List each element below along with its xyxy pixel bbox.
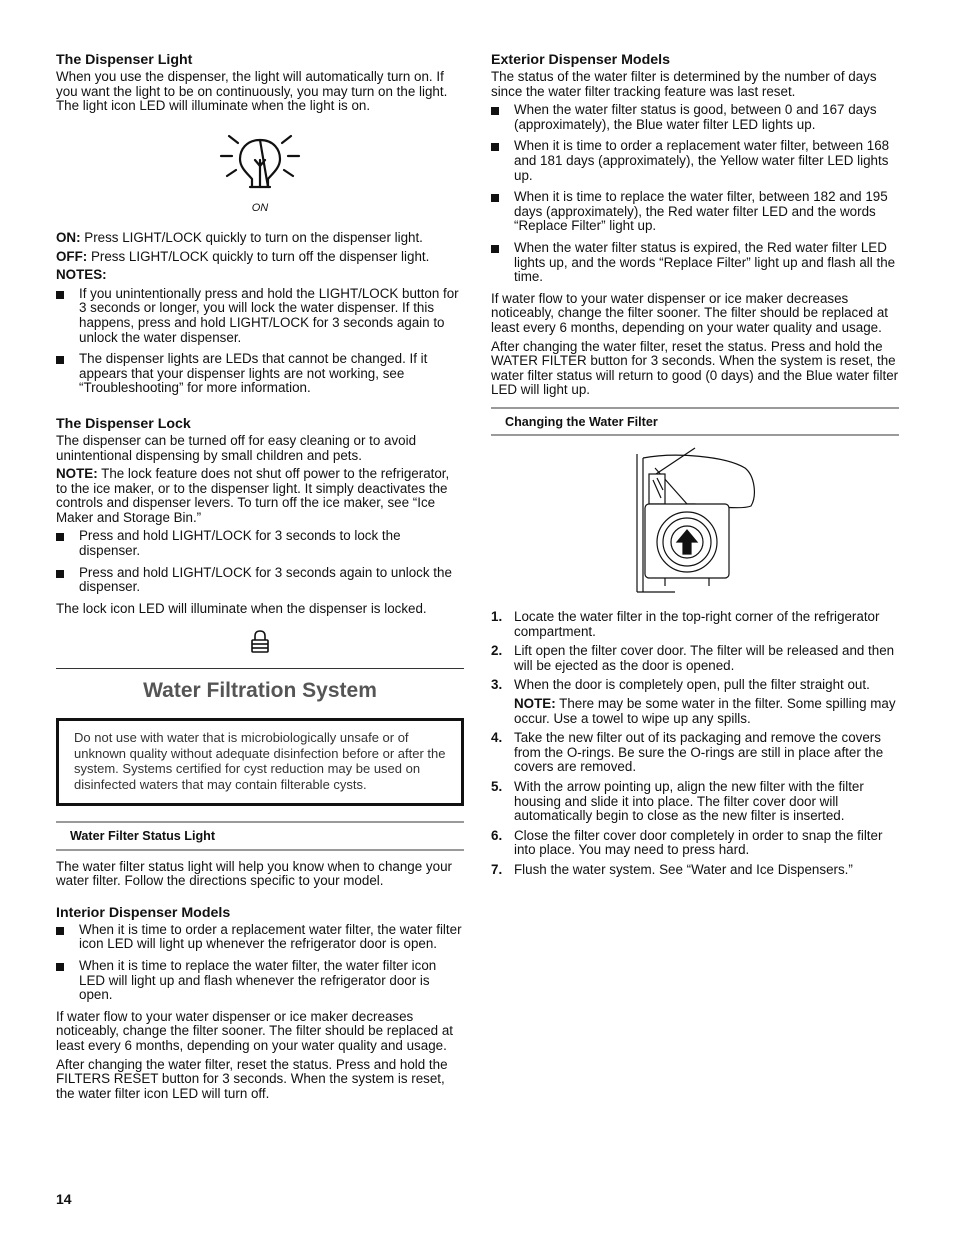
list-item: If you unintentionally press and hold the LIGHT/LOCK button for 3 seconds or longer, you will lock the water dispenser. If this happens, press and hold LIGHT/LOCK for 3 seconds again to unlock the water dispenser. bbox=[56, 287, 464, 345]
list-item bbox=[491, 610, 899, 639]
list-item: When it is time to order a replacement water filter, between 168 and 181 days (approximately), the Yellow water filter LED lights up. bbox=[491, 139, 899, 183]
dispenser-lock-intro: The dispenser can be turned off for easy cleaning or to avoid unintentional dispensing by small children and pets. bbox=[56, 432, 417, 463]
step-note bbox=[514, 697, 899, 726]
step-number: 6. bbox=[491, 827, 503, 843]
lock-note bbox=[56, 467, 464, 525]
water-filter-illustration bbox=[615, 446, 775, 598]
left-column bbox=[56, 52, 464, 1105]
list-item: The dispenser lights are LEDs that cannot be changed. If it appears that your dispenser lights are not working, see “Troubleshooting” for more information. bbox=[56, 352, 464, 396]
note-text: The lock feature does not shut off power to the refrigerator, to the ice maker, or to the dispenser light. It simply deactivates the controls and dispenser levers. To turn off the ice maker, see “Ice Maker and Storage Bin.” bbox=[56, 466, 450, 525]
dispenser-lock-heading: The Dispenser Lock bbox=[56, 415, 191, 432]
step-text: Take the new filter out of its packaging and remove the covers from the O-rings. Be sure the O-rings are still in place after the covers are removed. bbox=[514, 730, 884, 775]
light-bulb-icon bbox=[215, 132, 305, 200]
exterior-models-heading: Exterior Dispenser Models bbox=[491, 52, 670, 68]
on-label: ON: bbox=[56, 229, 81, 245]
list-item: When it is time to replace the water filter, the water filter icon LED will light up and flash whenever the refrigerator door is open. bbox=[56, 959, 464, 1003]
light-icon-caption: ON bbox=[251, 202, 269, 215]
dispenser-light-intro: When you use the dispenser, the light will automatically turn on. If you want the light to be on continuously, you may turn on the light. The light icon LED will illuminate when the light is on. bbox=[56, 69, 448, 114]
interior-bullets bbox=[56, 923, 464, 1003]
step-text: Flush the water system. See “Water and Ice Dispensers.” bbox=[514, 861, 853, 877]
status-light-intro: The water filter status light will help you know when to change your water filter. Follow the directions specific to your model. bbox=[56, 858, 452, 889]
interior-para-2: After changing the water filter, reset the status. Press and hold the FILTERS RESET button for 3 seconds. When the system is reset, the water filter icon LED will turn off. bbox=[56, 1056, 448, 1101]
dispenser-light-heading: The Dispenser Light bbox=[56, 52, 193, 68]
interior-models-heading: Interior Dispenser Models bbox=[56, 904, 231, 921]
off-text: Press LIGHT/LOCK quickly to turn off the dispenser light. bbox=[87, 248, 430, 264]
list-item: When the water filter status is good, between 0 and 167 days (approximately), the Blue water filter LED lights up. bbox=[491, 103, 899, 132]
exterior-intro: The status of the water filter is determined by the number of days since the water filter tracking feature was last reset. bbox=[491, 69, 877, 99]
step-number: 7. bbox=[491, 861, 503, 877]
step-text: Locate the water filter in the top-right corner of the refrigerator compartment. bbox=[514, 609, 880, 639]
filter-illustration bbox=[491, 446, 899, 602]
water-filtration-title: Water Filtration System bbox=[56, 668, 464, 703]
step-number: 5. bbox=[491, 779, 503, 794]
step-number: 3. bbox=[491, 677, 503, 693]
list-item bbox=[491, 829, 899, 858]
step-text: Lift open the filter cover door. The filter will be released and then will be ejected as the door is opened. bbox=[514, 643, 895, 673]
note-label: NOTE: bbox=[56, 466, 98, 482]
list-item bbox=[491, 731, 899, 775]
list-item bbox=[491, 644, 899, 673]
right-column bbox=[491, 52, 899, 883]
lock-icon-figure bbox=[56, 630, 464, 658]
exterior-para-2: After changing the water filter, reset the status. Press and hold the WATER FILTER button for 3 seconds. When the system is reset, the water filter status will return to good (0 days) and the Blue water filter LED will light up. bbox=[491, 338, 899, 398]
off-instruction bbox=[56, 250, 464, 265]
step-text: With the arrow pointing up, align the new filter with the filter housing and slide it into place. The filter cover door will automatically begin to close as the new filter is inserted. bbox=[514, 779, 864, 824]
changing-filter-banner: Changing the Water Filter bbox=[491, 407, 899, 437]
note-text: There may be some water in the filter. Some spilling may occur. Use a towel to wipe up any spills. bbox=[514, 696, 896, 726]
exterior-para-1: If water flow to your water dispenser or ice maker decreases noticeably, change the filter sooner. The filter should be replaced at least every 6 months, depending on your water quality and usage. bbox=[491, 290, 889, 335]
list-item: When the water filter status is expired, the Red water filter LED lights up, and the words “Replace Filter” light up and flash all the time. bbox=[491, 241, 899, 285]
exterior-bullets bbox=[491, 103, 899, 285]
step-number: 1. bbox=[491, 609, 503, 625]
light-notes-list bbox=[56, 287, 464, 396]
list-item bbox=[491, 780, 899, 824]
step-number: 4. bbox=[491, 730, 503, 746]
list-item: When it is time to replace the water filter, between 182 and 195 days (approximately), the Red water filter LED and the words “Replace Filter” light up. bbox=[491, 190, 899, 234]
light-icon-figure bbox=[56, 132, 464, 216]
lock-icon bbox=[250, 630, 270, 654]
interior-para-1: If water flow to your water dispenser or ice maker decreases noticeably, change the filter sooner. The filter should be replaced at least every 6 months, depending on your water quality and usage. bbox=[56, 1008, 454, 1053]
list-item: When it is time to order a replacement water filter, the water filter icon LED will light up whenever the refrigerator door is open. bbox=[56, 923, 464, 952]
on-instruction bbox=[56, 231, 464, 246]
step-text: Close the filter cover door completely in order to snap the filter into place. You may need to press hard. bbox=[514, 827, 883, 858]
lock-closing: The lock icon LED will illuminate when the dispenser is locked. bbox=[56, 600, 427, 616]
warning-box: Do not use with water that is microbiologically unsafe or of unknown quality without adequate disinfection before or after the system. Systems certified for cyst reduction may be used on disinfected waters that may contain filterable cysts. bbox=[56, 718, 464, 806]
note-label: NOTE: bbox=[514, 696, 556, 712]
on-text: Press LIGHT/LOCK quickly to turn on the dispenser light. bbox=[80, 229, 423, 245]
list-item: Press and hold LIGHT/LOCK for 3 seconds again to unlock the dispenser. bbox=[56, 566, 464, 595]
step-number: 2. bbox=[491, 643, 503, 659]
list-item bbox=[491, 678, 899, 726]
changing-filter-steps bbox=[491, 610, 899, 878]
off-label: OFF: bbox=[56, 248, 88, 264]
status-light-banner: Water Filter Status Light bbox=[56, 821, 464, 851]
page-number: 14 bbox=[56, 1191, 72, 1207]
list-item: Press and hold LIGHT/LOCK for 3 seconds to lock the dispenser. bbox=[56, 529, 464, 558]
notes-label: NOTES: bbox=[56, 267, 107, 283]
list-item bbox=[491, 863, 899, 878]
step-text: When the door is completely open, pull the filter straight out. bbox=[514, 677, 870, 693]
lock-bullets bbox=[56, 529, 464, 594]
